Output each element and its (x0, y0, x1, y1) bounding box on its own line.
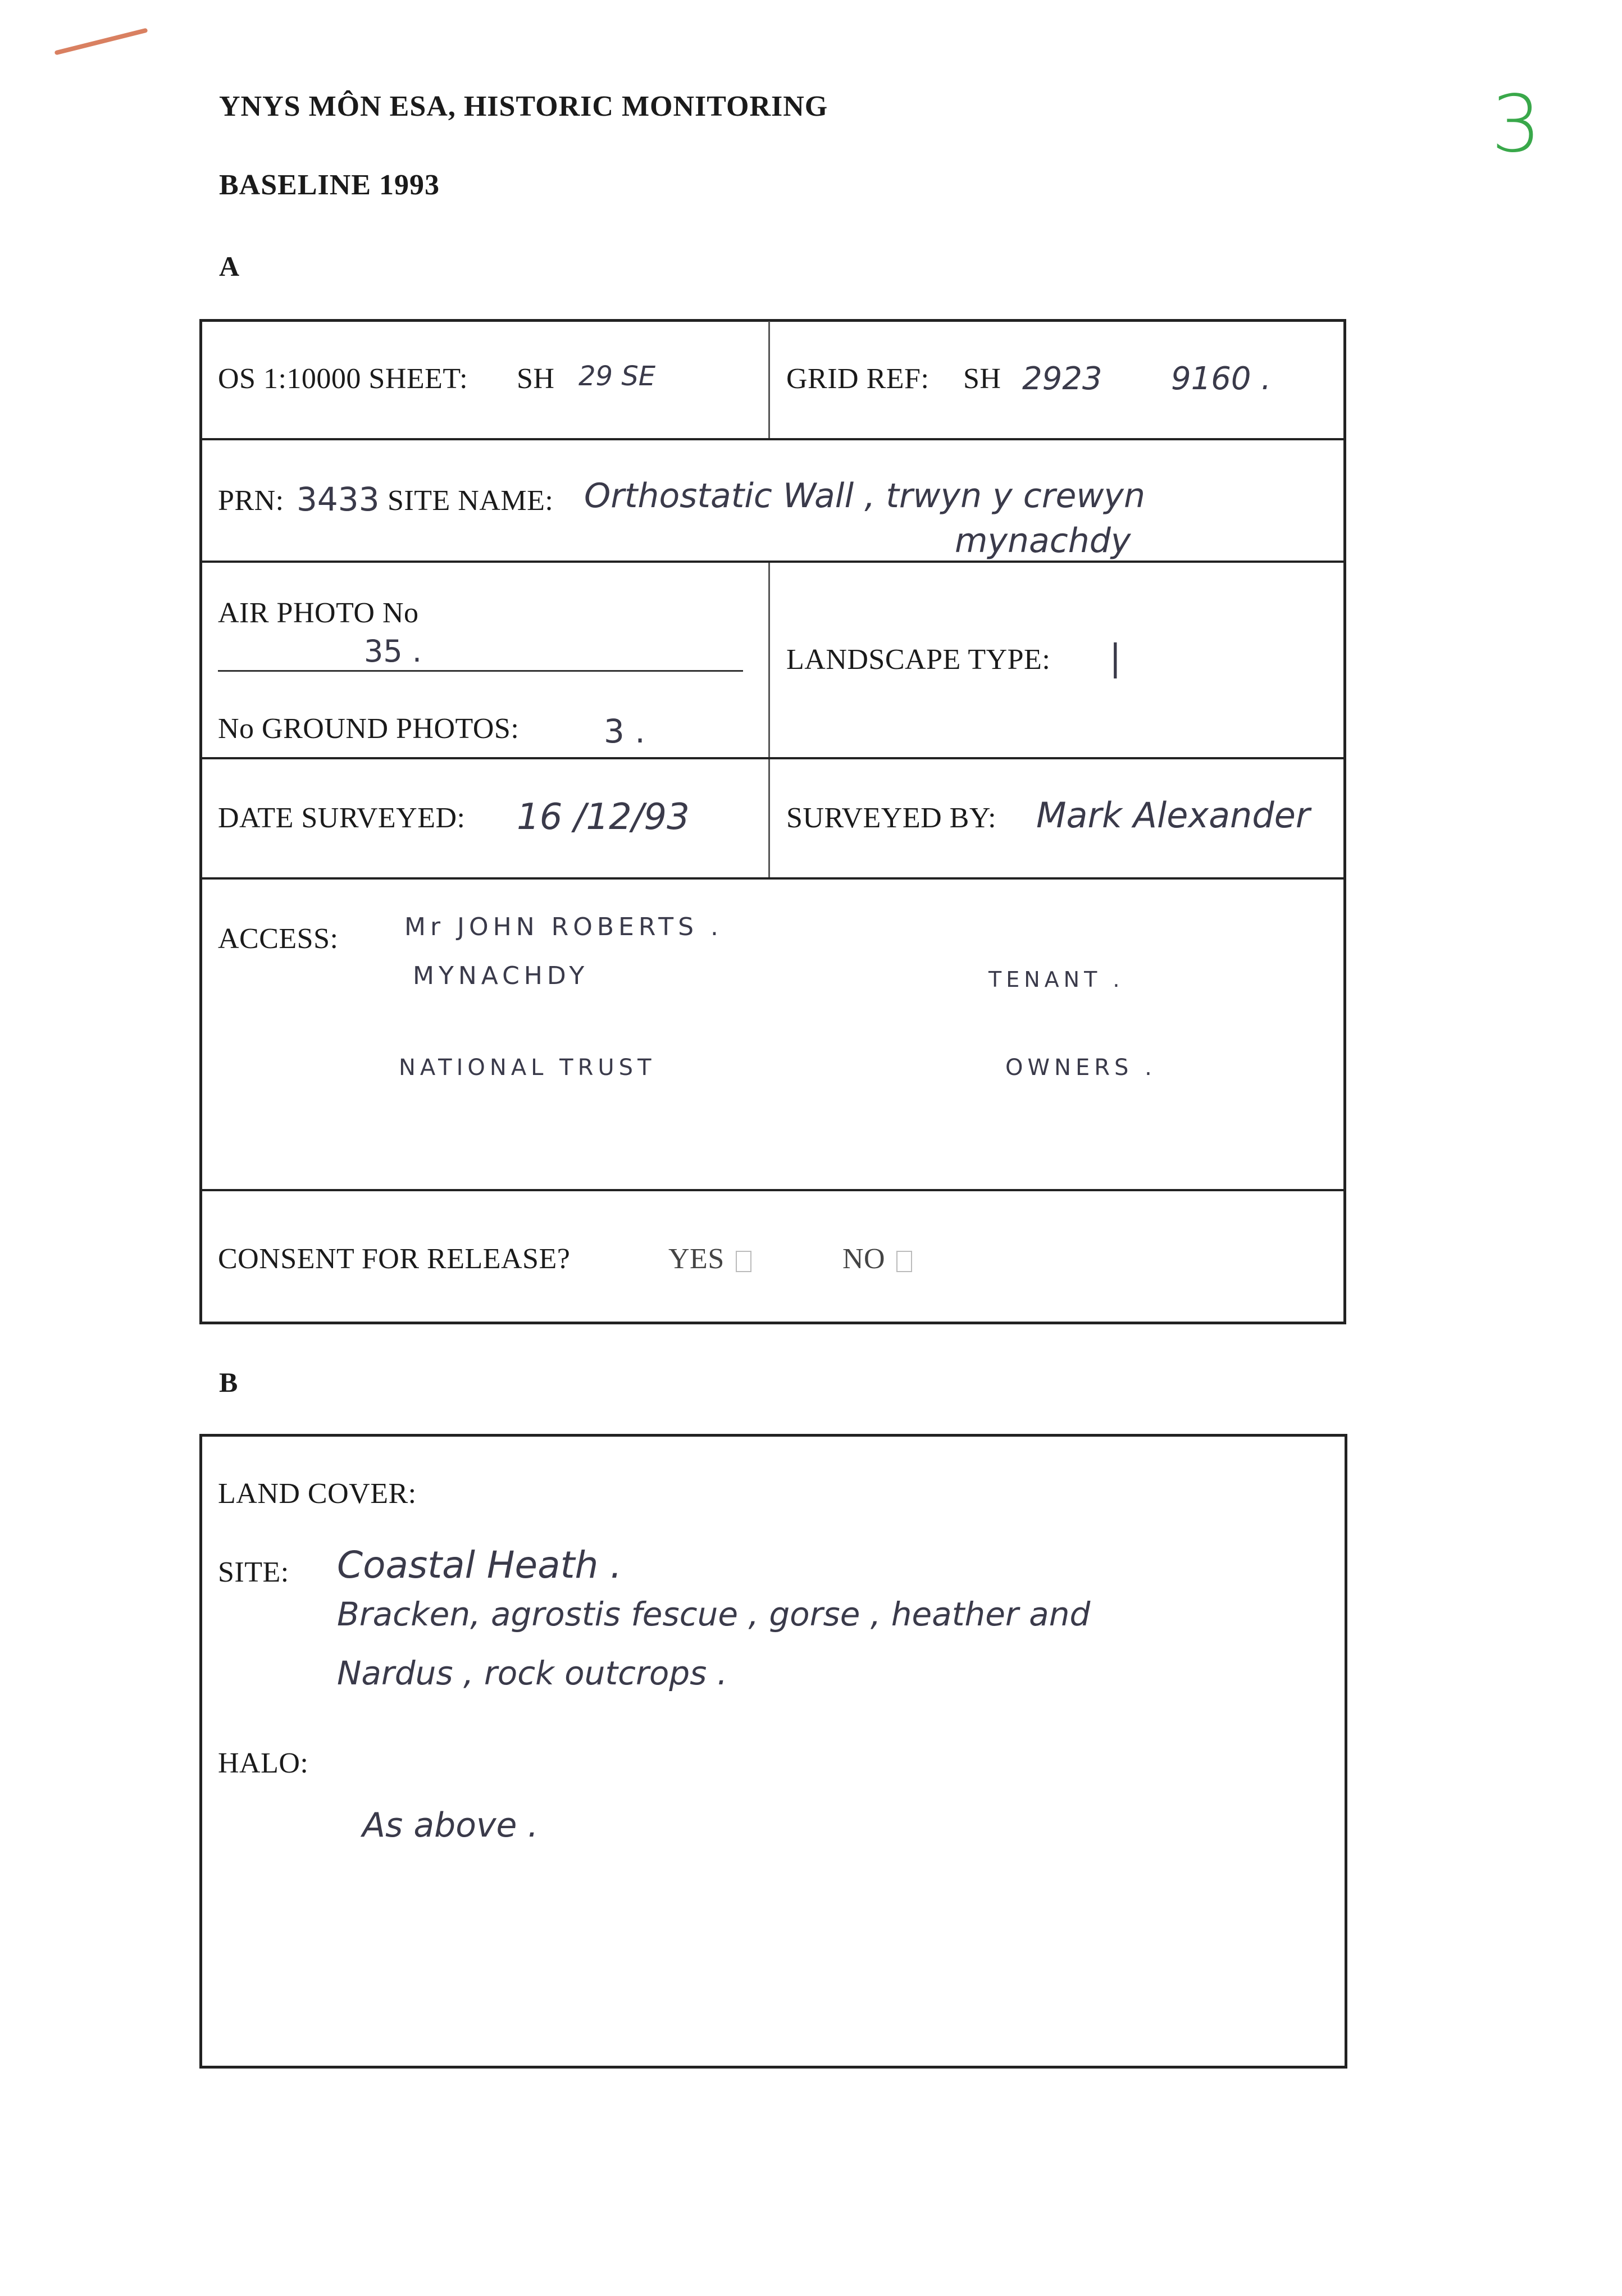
section-a-label: A (219, 250, 240, 282)
site-name-line2: mynachdy (955, 521, 1131, 561)
air-photo-underline (218, 670, 743, 672)
consent-yes-label: YES (668, 1243, 725, 1275)
section-b-label: B (219, 1366, 238, 1398)
air-photo-label: AIR PHOTO No (218, 597, 419, 629)
site-name-line1: Orthostatic Wall , trwyn y crewyn (584, 476, 1145, 516)
ground-photos-value: 3 . (604, 712, 645, 750)
document-subtitle: BASELINE 1993 (219, 169, 440, 201)
site-cover-line3: Nardus , rock outcrops . (337, 1654, 728, 1692)
consent-yes-checkbox[interactable] (736, 1251, 751, 1272)
grid-ref-label: GRID REF: (786, 363, 930, 395)
os-sheet-value: 29 SE (578, 361, 656, 392)
row-divider (199, 438, 1346, 440)
surveyed-by-label: SURVEYED BY: (786, 802, 997, 834)
grid-ref-east: 2923 (1022, 361, 1102, 397)
access-owners: OWNERS . (1005, 1055, 1156, 1081)
access-tenant: TENANT . (988, 967, 1124, 992)
landscape-type-label: LANDSCAPE TYPE: (786, 644, 1051, 676)
site-cover-line2: Bracken, agrostis fescue , gorse , heather and (337, 1595, 1091, 1633)
ground-photos-label: No GROUND PHOTOS: (218, 713, 520, 745)
os-sheet-prefix: SH (517, 363, 555, 395)
ink-mark (54, 28, 148, 56)
page-number: 3 (1491, 79, 1542, 170)
site-cover-line1: Coastal Heath . (337, 1543, 622, 1587)
grid-ref-prefix: SH (963, 363, 1001, 395)
row-divider (199, 1189, 1346, 1191)
access-name: Mr JOHN ROBERTS . (404, 913, 723, 941)
access-farm: MYNACHDY (413, 962, 589, 990)
row-divider (199, 561, 1346, 563)
date-surveyed-value: 16 /12/93 (517, 796, 690, 838)
halo-value: As above . (362, 1806, 539, 1845)
air-photo-value: 35 . (364, 634, 422, 669)
site-name-label: SITE NAME: (388, 485, 554, 517)
document-title: YNYS MÔN ESA, HISTORIC MONITORING (219, 90, 828, 122)
consent-no-checkbox[interactable] (896, 1251, 912, 1272)
date-surveyed-label: DATE SURVEYED: (218, 802, 466, 834)
column-divider (768, 563, 770, 757)
consent-no-option[interactable] (842, 1242, 912, 1275)
grid-ref-north: 9160 . (1171, 361, 1272, 397)
halo-label: HALO: (218, 1747, 309, 1779)
column-divider (768, 759, 770, 877)
os-sheet-label: OS 1:10000 SHEET: (218, 363, 468, 395)
access-owner-org: NATIONAL TRUST (399, 1055, 656, 1081)
prn-label: PRN: (218, 485, 284, 517)
consent-label: CONSENT FOR RELEASE? (218, 1243, 571, 1275)
landscape-type-value: | (1109, 637, 1122, 679)
surveyed-by-signature: Mark Alexander (1036, 795, 1310, 836)
column-divider (768, 321, 770, 438)
site-label: SITE: (218, 1556, 289, 1588)
consent-yes-option[interactable] (668, 1242, 751, 1275)
land-cover-label: LAND COVER: (218, 1478, 417, 1510)
row-divider (199, 877, 1346, 880)
row-divider (199, 757, 1346, 759)
access-label: ACCESS: (218, 923, 339, 955)
consent-no-label: NO (842, 1243, 886, 1275)
form-b-box (199, 1434, 1347, 2069)
prn-value: 3433 (297, 480, 380, 518)
